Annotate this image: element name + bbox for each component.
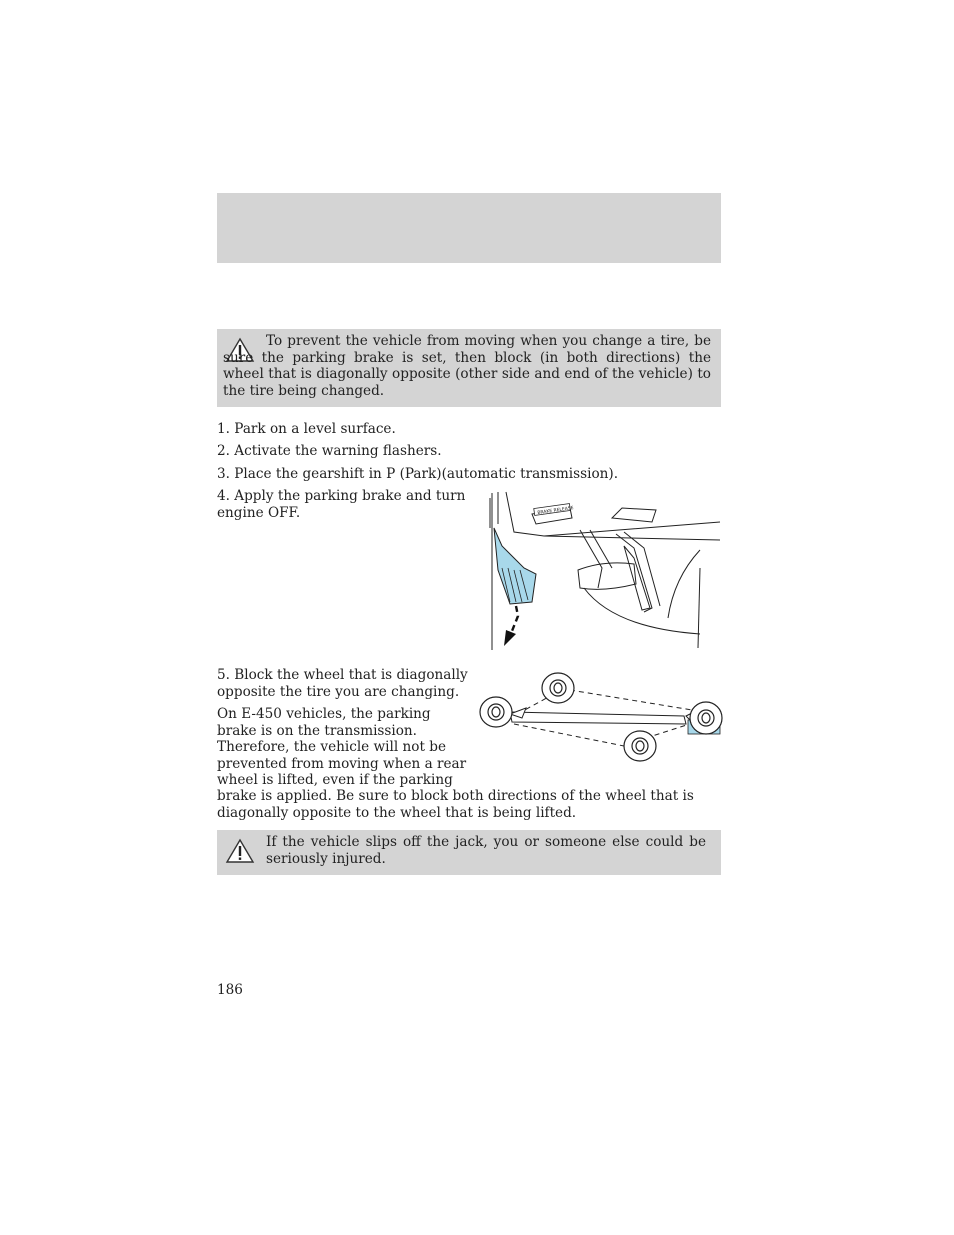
step-4: 4. Apply the parking brake and turn engine OFF. xyxy=(217,488,466,521)
diagonal-wheel-block-illustration xyxy=(474,668,724,768)
section-header-band xyxy=(217,193,721,263)
warning-box-top xyxy=(217,329,721,407)
parking-brake-pedal-illustration xyxy=(484,488,722,653)
warning-triangle-icon xyxy=(225,838,255,864)
page-number: 186 xyxy=(217,982,243,998)
warning-text-top: To prevent the vehicle from moving when you change a tire, be sure the parking brake is set, then block (in both directions) the wheel that is diagonally opposite (other side and end of the vehicle) to the tire being changed. xyxy=(223,333,711,399)
warning-text-bottom: If the vehicle slips off the jack, you or someone else could be seriously injured. xyxy=(266,834,706,867)
step-2: 2. Activate the warning flashers. xyxy=(217,443,442,459)
brake-release-label: BRAKE RELEASE xyxy=(537,506,574,517)
step-5: 5. Block the wheel that is diagonally opposite the tire you are changing. xyxy=(217,667,468,700)
e450-note-wide: brake is applied. Be sure to block both directions of the wheel that is diagonally opposite to the wheel that is being lifted. xyxy=(217,788,694,821)
step-3: 3. Place the gearshift in P (Park)(automatic transmission). xyxy=(217,466,619,482)
warning-box-bottom xyxy=(217,830,721,875)
e450-note-narrow: On E-450 vehicles, the parking brake is on the transmission. Therefore, the vehicle will not be prevented from moving when a rear wheel is lifted, even if the parking xyxy=(217,706,467,788)
step-1: 1. Park on a level surface. xyxy=(217,421,396,437)
